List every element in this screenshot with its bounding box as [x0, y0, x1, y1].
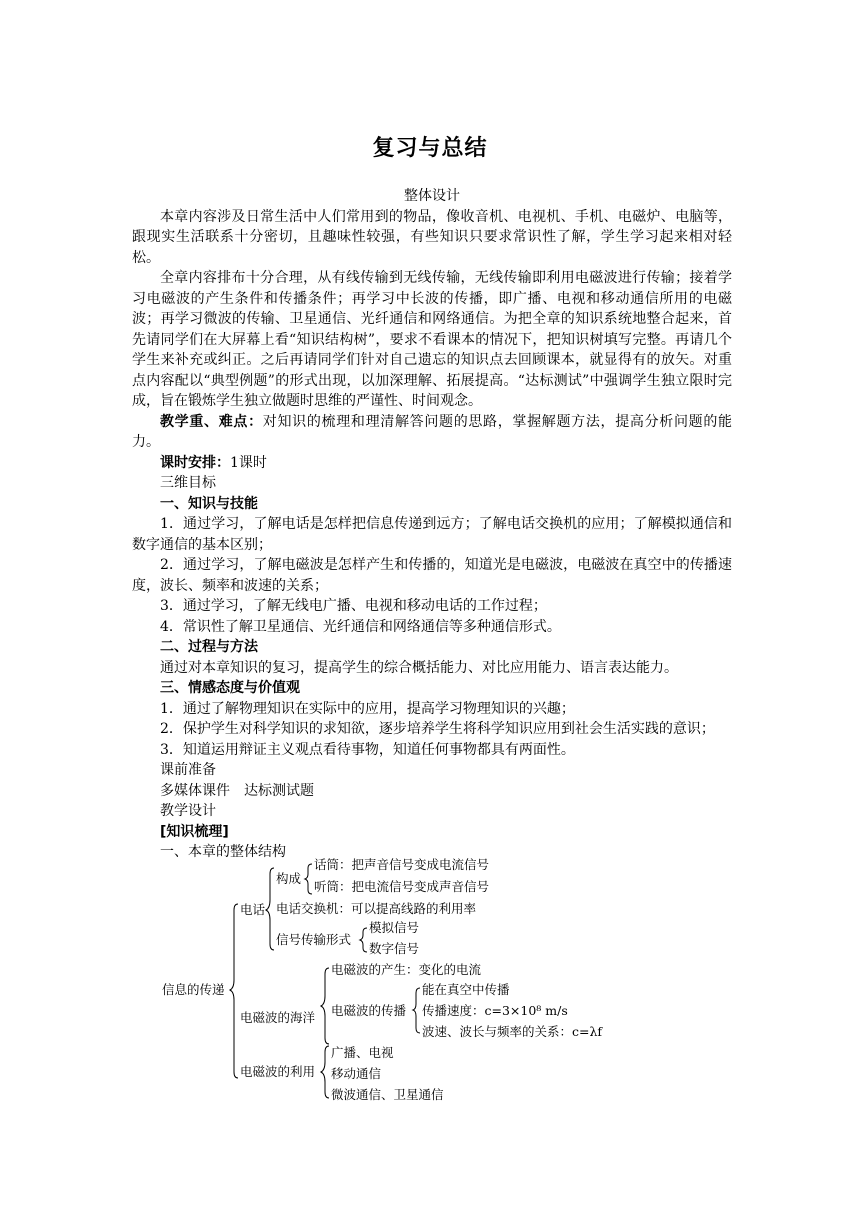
tree-node-signal-form: 信号传输形式	[276, 932, 352, 947]
goals-heading: 三维目标	[160, 475, 216, 491]
key-points-text: 对知识的梳理和理清解答问题的思路，掌握解题方法，提高分析问题的能力。	[132, 413, 733, 450]
goal-2-text: 通过对本章知识的复习，提高学生的综合概括能力、对比应用能力、语言表达能力。	[160, 659, 678, 676]
class-hours-text: 1课时	[230, 454, 267, 471]
tree-leaf-speed: 传播速度：c=3×10⁸ m/s	[422, 1003, 568, 1018]
tree-leaf-exchange: 电话交换机：可以提高线路的利用率	[276, 901, 477, 916]
goal-3-item: 3．知道运用辩证主义观点看待事物，知道任何事物都具有两面性。	[160, 741, 575, 758]
tree-leaf-mic: 话筒：把声音信号变成电流信号	[314, 857, 490, 872]
tree-leaf-microwave: 微波通信、卫星通信	[331, 1087, 444, 1102]
prep-heading: 课前准备	[160, 762, 216, 778]
tree-root: 信息的传递	[162, 982, 225, 997]
tree-leaf-relation: 波速、波长与频率的关系：c=λf	[422, 1024, 603, 1039]
goal-3-item: 1．通过了解物理知识在实际中的应用，提高学习物理知识的兴趣；	[160, 700, 575, 717]
prep-text: 多媒体课件 达标测试题	[160, 782, 314, 799]
tree-leaf-broadcast: 广播、电视	[331, 1045, 394, 1060]
knowledge-sorting-heading: [知识梳理]	[160, 823, 229, 840]
knowledge-structure-tree	[160, 852, 620, 1112]
goal-1-item: 4．常识性了解卫星通信、光纤通信和网络通信等多种通信形式。	[160, 618, 561, 635]
tree-leaf-receiver: 听筒：把电流信号变成声音信号	[314, 879, 490, 894]
tree-node-em-propagation: 电磁波的传播	[331, 1003, 407, 1018]
structure-heading: 一、本章的整体结构	[160, 844, 286, 860]
overall-design-heading: 整体设计	[404, 188, 460, 204]
key-points-label: 教学重、难点：	[160, 413, 263, 430]
document-body	[132, 186, 732, 863]
goal-1-item: 1．通过学习，了解电话是怎样把信息传递到远方；了解电话交换机的应用；了解模拟通信和数字通信的基本区别；	[132, 516, 732, 553]
key-points-paragraph	[132, 412, 732, 453]
tree-leaf-em-generation: 电磁波的产生：变化的电流	[331, 962, 482, 977]
tree-node-composition: 构成	[276, 871, 302, 886]
goal-2-heading: 二、过程与方法	[160, 639, 258, 655]
design-heading: 教学设计	[160, 803, 216, 819]
tree-leaf-mobile: 移动通信	[331, 1066, 382, 1081]
goal-3-heading: 三、情感态度与价值观	[160, 680, 300, 696]
tree-node-em-ocean: 电磁波的海洋	[240, 1010, 316, 1025]
tree-leaf-digital: 数字信号	[369, 941, 420, 956]
tree-leaf-vacuum: 能在真空中传播	[422, 982, 510, 997]
class-hours-paragraph	[132, 453, 732, 474]
goal-3-item: 2．保护学生对科学知识的求知欲，逐步培养学生将科学知识应用到社会生活实践的意识；	[160, 721, 715, 737]
goal-1-item: 2．通过学习，了解电磁波是怎样产生和传播的，知道光是电磁波，电磁波在真空中的传播速度，波长、频率和波速的关系；	[132, 557, 732, 594]
tree-leaf-analog: 模拟信号	[369, 920, 420, 935]
goal-1-item: 3．通过学习，了解无线电广播、电视和移动电话的工作过程；	[160, 598, 547, 614]
goal-1-heading: 一、知识与技能	[160, 495, 258, 512]
class-hours-label: 课时安排：	[160, 454, 230, 471]
intro-paragraph-2: 全章内容排布十分合理，从有线传输到无线传输，无线传输即利用电磁波进行传输；接着学习电磁波的产生条件和传播条件；再学习中长波的传播，即广播、电视和移动通信所用的电磁波；再学习微波的传输、卫星通信、光纤通信和网络通信。为把全章的知识系统地整合起来，首先请同学们在大屏幕上看“知识结构树”，要求不看课本的情况下，把知识树填写完整。再请几个学生来补充或纠正。之后再请同学们针对自己遗忘的知识点去回顾课本，就显得有的放矢。对重点内容配以“典型例题”的形式出现，以加深理解、拓展提高。“达标测试”中强调学生独立限时完成，旨在锻炼学生独立做题时思维的严谨性、时间观念。	[132, 270, 732, 409]
tree-node-phone: 电话	[240, 902, 266, 917]
tree-node-em-use: 电磁波的利用	[240, 1064, 316, 1079]
intro-paragraph-1: 本章内容涉及日常生活中人们常用到的物品，像收音机、电视机、手机、电磁炉、电脑等，跟现实生活联系十分密切，且趣味性较强，有些知识只要求常识性了解，学生学习起来相对轻松。	[132, 208, 732, 266]
page-title: 复习与总结	[372, 136, 488, 161]
